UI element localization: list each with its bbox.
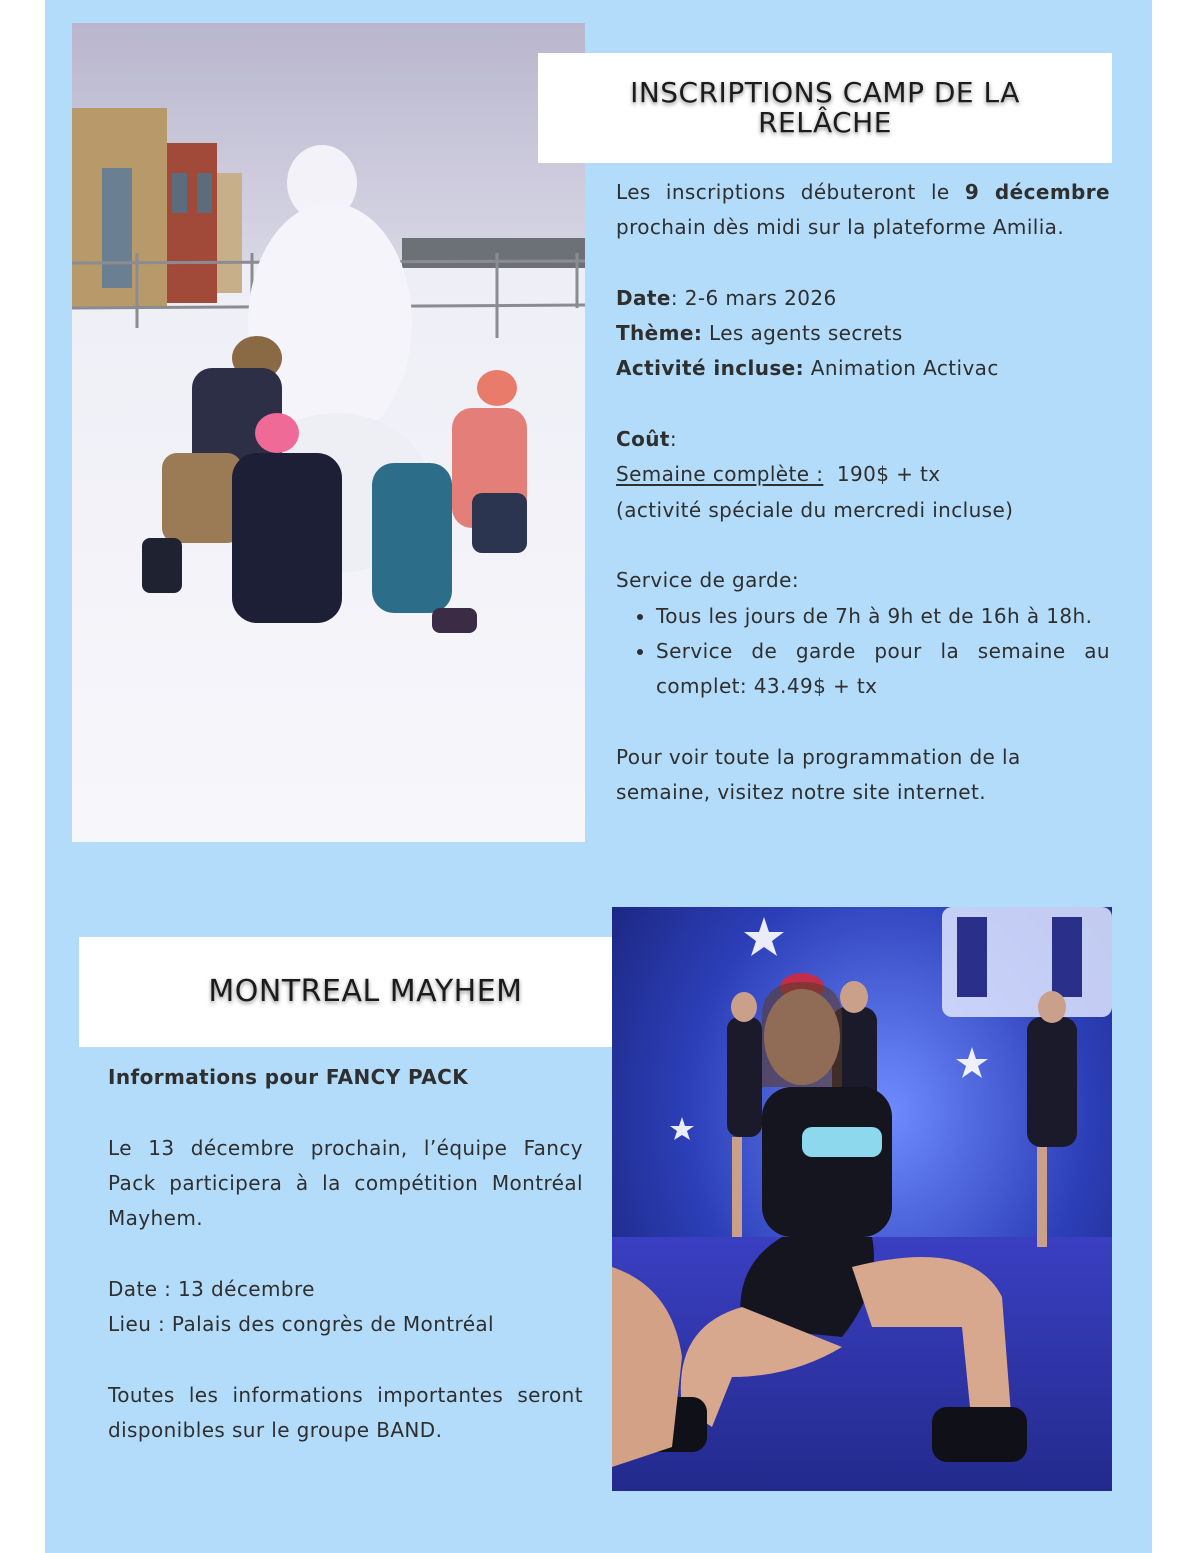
mayhem-para1: Le 13 décembre prochain, l’équipe Fancy Pack participera à la compétition Montréal Mayhem. xyxy=(108,1135,583,1231)
camp-activity xyxy=(616,351,1110,386)
intro-date-bold: 9 décembre xyxy=(964,180,1110,204)
mayhem-subtitle xyxy=(108,1060,583,1095)
cost-label: Coût xyxy=(616,427,670,452)
subtitle-bold: Informations pour FANCY PACK xyxy=(108,1065,469,1089)
intro-text-a: Les inscriptions débuteront le xyxy=(616,180,950,204)
camp-date xyxy=(616,281,1110,316)
activity-label: Activité incluse: xyxy=(616,356,805,381)
camp-week xyxy=(616,457,1110,492)
mayhem-text xyxy=(108,1060,583,1448)
camp-outro: Pour voir toute la programmation de la semaine, visitez notre site internet. xyxy=(616,744,1021,805)
daycare-list xyxy=(616,599,1110,705)
camp-theme xyxy=(616,316,1110,351)
newsletter-page xyxy=(45,0,1152,1553)
week-value: 190$ + tx xyxy=(823,462,941,487)
camp-week-note: (activité spéciale du mercredi incluse) xyxy=(616,497,1014,522)
camp-title-line2: RELÂCHE xyxy=(758,106,892,139)
camp-text xyxy=(616,175,1110,810)
camp-title-line1: INSCRIPTIONS CAMP DE LA xyxy=(630,76,1020,109)
date-label: Date xyxy=(616,285,671,310)
mayhem-title-box xyxy=(79,937,652,1047)
cheerleader-photo xyxy=(612,907,1112,1491)
kids-snowman-photo xyxy=(72,23,585,842)
camp-intro-line2: prochain dès midi sur la plateforme Amilia. xyxy=(616,215,1065,240)
cost-colon: : xyxy=(669,427,677,452)
camp-daycare-label: Service de garde: xyxy=(616,568,799,593)
mayhem-date: Date : 13 décembre xyxy=(108,1276,315,1301)
week-label: Semaine complète : xyxy=(616,462,824,487)
camp-title-box xyxy=(538,53,1112,163)
daycare-item: • Service de garde pour la semaine au complet: 43.49$ + tx xyxy=(656,634,1110,705)
camp-cost xyxy=(616,422,1110,457)
activity-value: Animation Activac xyxy=(804,356,999,381)
mayhem-place: Lieu : Palais des congrès de Montréal xyxy=(108,1312,495,1337)
daycare-item: • Tous les jours de 7h à 9h et de 16h à 18h. xyxy=(656,599,1110,634)
mayhem-para2: Toutes les informations importantes seront disponibles sur le groupe BAND. xyxy=(108,1382,583,1442)
date-value: : 2-6 mars 2026 xyxy=(670,285,837,310)
theme-label: Thème: xyxy=(616,321,703,346)
theme-value: Les agents secrets xyxy=(702,321,903,346)
mayhem-title: MONTREAL MAYHEM xyxy=(208,974,523,1009)
camp-intro-line1 xyxy=(616,175,1110,210)
